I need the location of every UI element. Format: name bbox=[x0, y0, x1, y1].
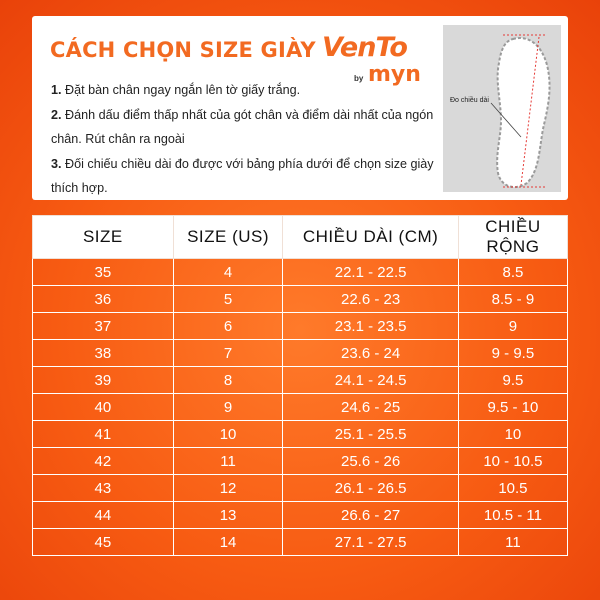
guide-title: CÁCH CHỌN SIZE GIÀY bbox=[50, 38, 316, 62]
cell-width: 8.5 bbox=[458, 259, 567, 286]
cell-size-us: 5 bbox=[173, 286, 283, 313]
logo-brand: VenTo bbox=[322, 32, 407, 63]
cell-width: 10.5 - 11 bbox=[458, 502, 567, 529]
step-text: Đối chiếu chiều dài đo được với bảng phía dưới để chọn size giày thích hợp. bbox=[51, 156, 434, 195]
cell-size-us: 13 bbox=[173, 502, 283, 529]
header-size: SIZE bbox=[33, 216, 174, 259]
size-guide-card bbox=[32, 16, 568, 200]
cell-length: 25.6 - 26 bbox=[283, 448, 458, 475]
cell-size-us: 7 bbox=[173, 340, 283, 367]
cell-length: 22.6 - 23 bbox=[283, 286, 458, 313]
cell-size: 45 bbox=[33, 529, 174, 556]
step-2 bbox=[51, 103, 456, 152]
table-row bbox=[33, 502, 568, 529]
cell-length: 22.1 - 22.5 bbox=[283, 259, 458, 286]
cell-width: 9.5 bbox=[458, 367, 567, 394]
foot-diagram bbox=[443, 25, 561, 192]
cell-size-us: 8 bbox=[173, 367, 283, 394]
cell-length: 26.6 - 27 bbox=[283, 502, 458, 529]
cell-size: 44 bbox=[33, 502, 174, 529]
cell-width: 10 bbox=[458, 421, 567, 448]
cell-length: 24.1 - 24.5 bbox=[283, 367, 458, 394]
step-3 bbox=[51, 152, 456, 201]
cell-size-us: 4 bbox=[173, 259, 283, 286]
cell-size: 36 bbox=[33, 286, 174, 313]
cell-width: 8.5 - 9 bbox=[458, 286, 567, 313]
header-length: CHIỀU DÀI (CM) bbox=[283, 216, 458, 259]
cell-size-us: 10 bbox=[173, 421, 283, 448]
foot-outline-icon bbox=[443, 25, 561, 192]
instruction-steps bbox=[51, 78, 456, 201]
step-text: Đặt bàn chân ngay ngắn lên tờ giấy trắng. bbox=[61, 83, 301, 97]
table-header-row bbox=[33, 216, 568, 259]
cell-width: 10.5 bbox=[458, 475, 567, 502]
cell-size: 37 bbox=[33, 313, 174, 340]
cell-size: 40 bbox=[33, 394, 174, 421]
cell-length: 26.1 - 26.5 bbox=[283, 475, 458, 502]
table-row bbox=[33, 448, 568, 475]
cell-size: 35 bbox=[33, 259, 174, 286]
cell-size-us: 6 bbox=[173, 313, 283, 340]
cell-size: 42 bbox=[33, 448, 174, 475]
cell-size: 39 bbox=[33, 367, 174, 394]
cell-size: 38 bbox=[33, 340, 174, 367]
cell-length: 24.6 - 25 bbox=[283, 394, 458, 421]
cell-length: 27.1 - 27.5 bbox=[283, 529, 458, 556]
table-row bbox=[33, 286, 568, 313]
cell-width: 9.5 - 10 bbox=[458, 394, 567, 421]
step-1 bbox=[51, 78, 456, 103]
table-row bbox=[33, 259, 568, 286]
step-number: 1. bbox=[51, 83, 62, 97]
table-row bbox=[33, 367, 568, 394]
table-row bbox=[33, 529, 568, 556]
size-table bbox=[32, 215, 568, 556]
length-label: Đo chiều dài bbox=[450, 97, 489, 104]
cell-size-us: 11 bbox=[173, 448, 283, 475]
cell-size-us: 9 bbox=[173, 394, 283, 421]
cell-width: 9 bbox=[458, 313, 567, 340]
cell-size-us: 12 bbox=[173, 475, 283, 502]
table-row bbox=[33, 421, 568, 448]
logo-sub: myn bbox=[368, 62, 421, 87]
step-number: 3. bbox=[51, 156, 62, 171]
cell-length: 23.1 - 23.5 bbox=[283, 313, 458, 340]
table-row bbox=[33, 475, 568, 502]
cell-width: 11 bbox=[458, 529, 567, 556]
cell-size: 43 bbox=[33, 475, 174, 502]
logo-by: by bbox=[354, 74, 364, 83]
step-text: Đánh dấu điểm thấp nhất của gót chân và điểm dài nhất của ngón chân. Rút chân ra ngoài bbox=[51, 107, 434, 146]
cell-width: 10 - 10.5 bbox=[458, 448, 567, 475]
cell-size: 41 bbox=[33, 421, 174, 448]
table-row bbox=[33, 340, 568, 367]
table-row bbox=[33, 394, 568, 421]
cell-width: 9 - 9.5 bbox=[458, 340, 567, 367]
header-width: CHIỀU RỘNG bbox=[458, 216, 567, 259]
table-body bbox=[33, 259, 568, 556]
cell-length: 25.1 - 25.5 bbox=[283, 421, 458, 448]
cell-length: 23.6 - 24 bbox=[283, 340, 458, 367]
header-size-us: SIZE (US) bbox=[173, 216, 283, 259]
step-number: 2. bbox=[51, 107, 62, 122]
table-row bbox=[33, 313, 568, 340]
cell-size-us: 14 bbox=[173, 529, 283, 556]
